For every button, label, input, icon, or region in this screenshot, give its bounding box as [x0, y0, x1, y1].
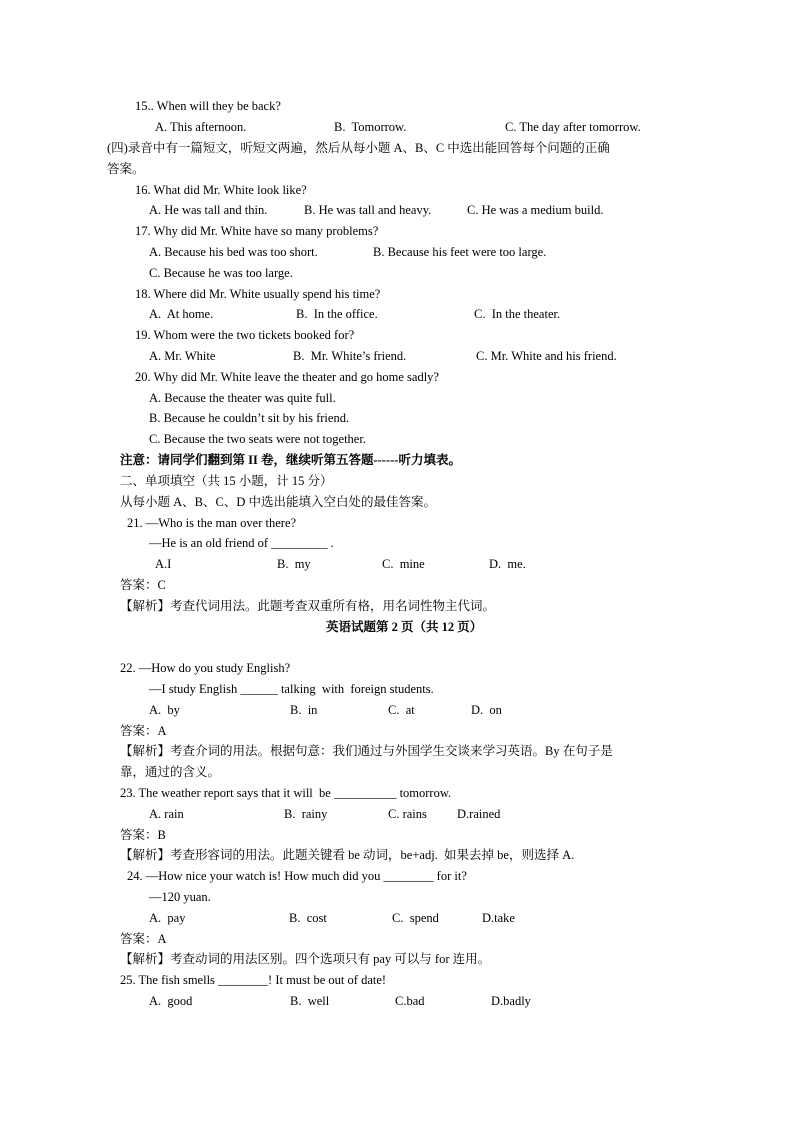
- q22-option-c: C. at: [388, 703, 415, 717]
- q22-option-d: D. on: [471, 703, 502, 717]
- q21-option-a: A.I: [155, 557, 172, 571]
- question-20: 20. Why did Mr. White leave the theater and go home sadly?: [135, 370, 439, 384]
- q22-answer: 答案：A: [120, 724, 167, 738]
- q16-option-c: C. He was a medium build.: [467, 203, 604, 217]
- q21-option-c: C. mine: [382, 557, 425, 571]
- q24-option-b: B. cost: [289, 911, 327, 925]
- q18-option-b: B. In the office.: [296, 307, 378, 321]
- question-19: 19. Whom were the two tickets booked for?: [135, 328, 355, 342]
- q23-option-b: B. rainy: [284, 807, 328, 821]
- q22-analysis-line2: 靠，通过的含义。: [120, 765, 221, 779]
- q25-option-d: D.badly: [491, 994, 531, 1008]
- question-21-reply: —He is an old friend of _________ .: [149, 536, 334, 550]
- q21-option-d: D. me.: [489, 557, 526, 571]
- q22-option-a: A. by: [149, 703, 180, 717]
- q15-option-c: C. The day after tomorrow.: [505, 120, 641, 134]
- section2-instruction: 从每小题 A、B、C、D 中选出能填入空白处的最佳答案。: [120, 495, 436, 509]
- q24-option-d: D.take: [482, 911, 515, 925]
- q21-option-b: B. my: [277, 557, 311, 571]
- q23-analysis: 【解析】考查形容词的用法。此题关键看 be 动词，be+adj. 如果去掉 be，则选择 A.: [120, 848, 575, 862]
- q20-option-c: C. Because the two seats were not together.: [149, 432, 366, 446]
- q15-option-a: A. This afternoon.: [155, 120, 247, 134]
- question-24-reply: —120 yuan.: [149, 890, 211, 904]
- q24-option-a: A. pay: [149, 911, 186, 925]
- section4-instruction-line2: 答案。: [107, 162, 145, 176]
- q20-option-b: B. Because he couldn’t sit by his friend.: [149, 411, 350, 425]
- question-21: 21. —Who is the man over there?: [127, 516, 297, 530]
- q25-option-b: B. well: [290, 994, 330, 1008]
- q22-option-b: B. in: [290, 703, 318, 717]
- q24-analysis: 【解析】考查动词的用法区别。四个选项只有 pay 可以与 for 连用。: [120, 952, 491, 966]
- q18-option-c: C. In the theater.: [474, 307, 561, 321]
- q23-option-d: D.rained: [457, 807, 501, 821]
- q19-option-b: B. Mr. White’s friend.: [293, 349, 407, 363]
- question-22-reply: —I study English ______ talking with foreign students.: [149, 682, 434, 696]
- question-15: 15.. When will they be back?: [135, 99, 281, 113]
- page-footer: 英语试题第 2 页（共 12 页）: [326, 620, 483, 634]
- section4-instruction-line1: (四)录音中有一篇短文，听短文两遍，然后从每小题 A、B、C 中选出能回答每个问题的正确: [107, 141, 610, 155]
- q17-option-b: B. Because his feet were too large.: [373, 245, 547, 259]
- question-24: 24. —How nice your watch is! How much did you ________ for it?: [127, 869, 467, 883]
- q23-answer: 答案：B: [120, 828, 166, 842]
- q23-option-c: C. rains: [388, 807, 427, 821]
- q15-option-b: B. Tomorrow.: [334, 120, 407, 134]
- q24-answer: 答案：A: [120, 932, 167, 946]
- section2-title: 二、单项填空（共 15 小题，计 15 分）: [120, 474, 333, 488]
- notice: 注意：请同学们翻到第 II 卷，继续听第五答题------听力填表。: [120, 453, 461, 467]
- q16-option-a: A. He was tall and thin.: [149, 203, 268, 217]
- question-25: 25. The fish smells ________! It must be out of date!: [120, 973, 387, 987]
- q25-option-a: A. good: [149, 994, 193, 1008]
- q18-option-a: A. At home.: [149, 307, 214, 321]
- question-17: 17. Why did Mr. White have so many problems?: [135, 224, 379, 238]
- q19-option-c: C. Mr. White and his friend.: [476, 349, 617, 363]
- question-16: 16. What did Mr. White look like?: [135, 183, 307, 197]
- q21-answer: 答案：C: [120, 578, 166, 592]
- question-22: 22. —How do you study English?: [120, 661, 291, 675]
- q17-option-a: A. Because his bed was too short.: [149, 245, 318, 259]
- question-23: 23. The weather report says that it will be __________ tomorrow.: [120, 786, 452, 800]
- q21-analysis: 【解析】考查代词用法。此题考查双重所有格，用名词性物主代词。: [120, 599, 496, 613]
- q20-option-a: A. Because the theater was quite full.: [149, 391, 336, 405]
- q23-option-a: A. rain: [149, 807, 184, 821]
- q22-analysis-line1: 【解析】考查介词的用法。根据句意：我们通过与外国学生交谈来学习英语。By 在句子是: [120, 744, 613, 758]
- q17-option-c: C. Because he was too large.: [149, 266, 293, 280]
- q19-option-a: A. Mr. White: [149, 349, 216, 363]
- q16-option-b: B. He was tall and heavy.: [304, 203, 432, 217]
- q25-option-c: C.bad: [395, 994, 425, 1008]
- q24-option-c: C. spend: [392, 911, 439, 925]
- question-18: 18. Where did Mr. White usually spend his time?: [135, 287, 381, 301]
